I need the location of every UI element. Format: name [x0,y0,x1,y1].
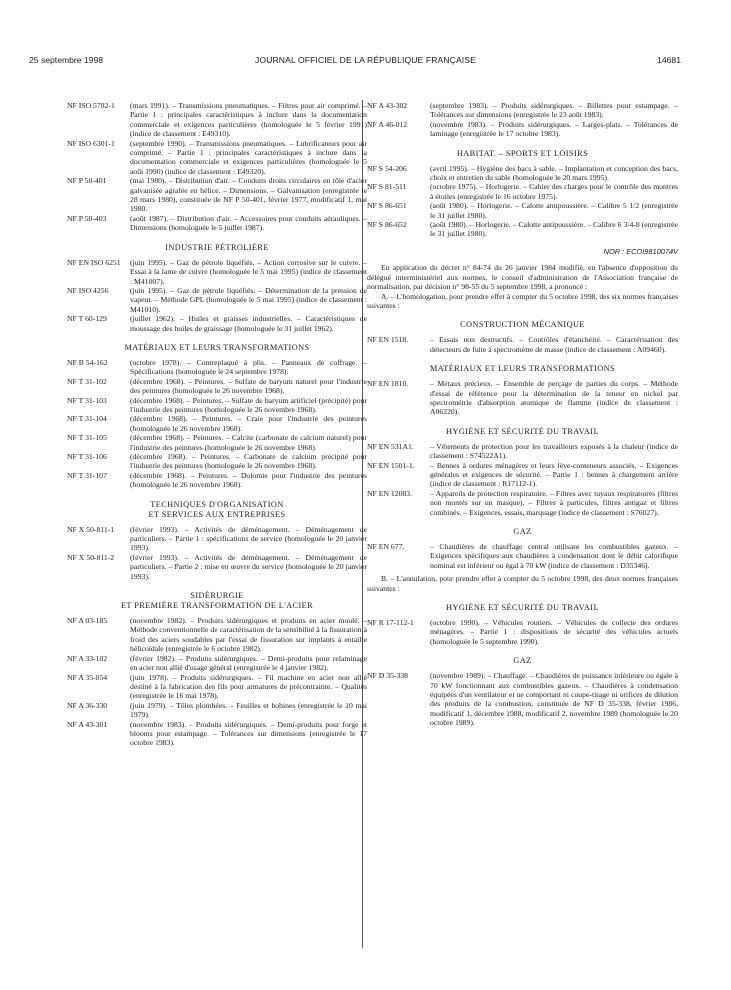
section-heading: MATÉRIAUX ET LEURS TRANSFORMATIONS [429,364,615,374]
standard-description: – Chaudières de chauffage central utilisant les combustibles gazeux. – Exigences spécifiques aux chaudières à condensation dont le débit calorifique nominal est inférieur ou égal à 70 kW (indice de classement : D35346). [430,542,678,570]
standard-entry [67,654,367,673]
standard-description: (novembre 1982). – Produits sidérurgiques et produits en acier moulé. – Méthode conventionnelle de caractérisation de la sensibilité à la fissuration à froid des aciers soudables par l'essai de fissuration sur implants à entaille hélicoïdale (enregistrée le 6 octobre 1982). [130,616,367,654]
standard-reference: NF EN 1518. [367,335,409,345]
standard-description: (juin 1979). – Tôles plombées. – Feuilles et bobines (enregistrée le 10 mai 1979). [130,700,367,720]
standard-reference: NF D 35-338 [367,671,409,681]
standard-description: (octobre 1975). – Horlogerie. – Cahier des charges pour le contrôle des montres à étoiles (enregistrée le 16 octobre 1975). [430,182,678,201]
standard-entry [367,489,678,517]
standard-reference: NF R 17-112-1 [367,618,414,628]
standard-description: (décembre 1968). – Peintures. – Sulfate de baryum artificiel (précipité) pour l'industrie des peintures (homologuée le 26 novembre 1968). [130,395,367,414]
standard-reference: NF S 81-511 [367,182,407,192]
standard-description: (août 1980). – Horlogerie. – Calotte antipoussière. – Calibre 5 1/2 (enregistrée le 31 juillet 1980). [430,201,678,220]
standard-reference: NF EN 677. [367,542,405,551]
section-heading-line: ET PREMIÈRE TRANSFORMATION DE L'ACIER [120,601,314,611]
standard-reference: NF ISO 5782-1 [67,101,115,110]
standard-entry [367,618,678,646]
entry-group [67,358,367,490]
standard-description: (avril 1995). – Hygiène des bacs à sable. – Implantation et conception des bacs, choix et entretien du sable (homologuée le 20 mars 1995). [430,163,678,183]
standard-reference: NF A 46-012 [367,119,408,129]
standard-entry [367,379,678,417]
standard-description: (novembre 1989). – Chauffage. – Chaudières de puissance inférieure ou égale à 70 kW fonctionnant aux combustibles gazeux. – Chaudières à condensation équipées d'un ventilateur et ne comportant ni coupe-tirage ni orifices de dilution des produits de la combustion, constituée de NF D 35-338, février 1986, modificatif 1, décembre 1988, modificatif 2, novembre 1989 (homologuée le 20 octobre 1989). [430,671,678,728]
standard-description: – Métaux précieux. – Ensemble de perçage de parties du corps. – Méthode d'essai de référence pour la détermination de la teneur en nickel par spectrométrie d'absorption atomique de flamme (indice de classement : A06220). [430,379,678,417]
standard-description: (mai 1980). – Distribution d'air. – Conduits droits circulaires en tôle d'acier galvanisée agrafée en hélice. – Dimensions. – Galvanisation (enregistrée le 28 mars 1980), constituée de NF P 50-401, février 1977, modificatif 1, mai 1980. [130,176,367,214]
standard-entry [367,220,678,239]
homologation-paragraph: A. – L'homologation, pour prendre effet à compter du 5 octobre 1998, des six normes françaises suivantes : [367,291,678,310]
entry-group [67,258,367,333]
standard-reference: NF S 86-651 [367,201,407,211]
standard-description: (juin 1978). – Produits sidérurgiques. – Fil machine en acier non allié destiné à la fabrication des fils pour armatures de précontrainte. – Qualités (enregistrée le 16 mai 1978). [130,672,367,701]
standard-entry [67,314,367,333]
entry-group [67,101,367,233]
entry-group [67,525,367,581]
standard-reference: NF T 60-129 [67,314,107,324]
entry-group [367,379,678,417]
standard-description: (décembre 1968). – Peintures. – Dolomie pour l'industrie des peintures (homologuée le 26 novembre 1968). [130,470,367,490]
standard-entry [67,176,367,214]
standard-reference: NF X 50-811-2 [67,552,115,562]
standard-entry [67,433,367,452]
section-heading [67,500,367,520]
entry-group [67,616,367,748]
standard-description: (août 1980). – Horlogerie. – Calotte antipoussière. – Calibre 6 3/4-8 (enregistrée le 31 juillet 1980). [430,220,678,239]
standard-reference: NF EN ISO 6251 [67,257,121,267]
standard-description: (octobre 1990). – Véhicules routiers. – Véhicules de collecte des ordures ménagères. – Partie 1 : dispositions de sécurité des véhicules actuels (homologuée le 5 septembre 1990). [430,618,678,646]
left-column [67,101,367,748]
standard-reference: NF A 03-185 [67,616,108,626]
standard-description: (février 1993). – Activités de déménagement. – Déménagement de particuliers. – Partie 2 : mise en œuvre du service (homologuée le 20 janvier 1993). [130,552,367,581]
standard-reference: NF EN 1810. [367,379,409,389]
standard-entry [367,164,678,183]
standard-description: – Essais non destructifs. – Contrôles d'étanchéité. – Caractérisation des détecteurs de fuite à spectromètre de masse (indice de classement : A09460). [430,335,678,354]
standard-entry [67,553,367,581]
standard-entry [67,396,367,415]
standard-description: (novembre 1983). – Produits sidérurgiques. – Larges-plats. – Tolérances de laminage (enregistrée le 17 octobre 1983). [430,119,678,139]
standard-reference: NF EN 1501-1. [367,460,415,470]
standard-entry [67,471,367,490]
standard-entry [67,414,367,433]
standard-reference: NF A 36-330 [67,700,108,710]
standard-description: (septembre 1983). – Produits sidérurgiques. – Billettes pour estampage. – Tolérances sur dimensions (enregistrée le 23 août 1983). [430,101,678,120]
section-heading-line: TECHNIQUES D'ORGANISATION [150,499,284,509]
standard-entry [67,358,367,377]
standard-entry [367,542,678,570]
standard-entry [367,201,678,220]
standard-description: (octobre 1978). – Contreplaqué à plis. – Panneaux de coffrage. – Spécifications (homologuée le 24 septembre 1978). [130,357,367,377]
section-heading [67,591,367,611]
standard-reference: NF T 31-105 [67,433,107,443]
standard-entry [67,139,367,177]
standard-description: (juin 1995). – Gaz de pétrole liquéfiés. – Détermination de la pression de vapeur. – Méthode GPL (homologuée le 5 mai 1995) (indice de classement : M41010). [130,285,367,314]
standard-description: – Appareils de protection respiratoire. – Filtres avec tuyaux respiratoires (filtres non montés sur un masque). – Filtres à particules, filtres antigaz et filtres combinés. – Exigences, essais, marquage (indice de classement : S76027). [430,488,678,517]
standard-description: (juin 1995). – Gaz de pétrole liquéfiés. – Action corrosive sur le cuivre. – Essai à la lame de cuivre (homologuée le 5 mai 1995) (indice de classement : M41007). [130,257,367,286]
entry-group [367,164,678,239]
section-heading: HABITAT. – SPORTS ET LOISIRS [456,148,589,158]
standard-reference: NF EN 531A1. [367,441,414,451]
entry-group [367,542,678,570]
section-heading: GAZ [513,656,532,666]
standard-entry [367,671,678,727]
standard-entry [367,335,678,354]
standard-description: (décembre 1968). – Peintures. – Sulfate de baryum naturel pour l'industrie des peintures (homologuée le 26 novembre 1968). [130,376,367,396]
section-heading: HYGIÈNE ET SÉCURITÉ DU TRAVAIL [446,426,599,436]
annulation-paragraph: B. – L'annulation, pour prendre effet à compter du 5 octobre 1998, des deux normes françaises suivantes : [367,574,678,593]
header-date: 25 septembre 1998 [29,55,104,65]
standard-reference: NF T 31-102 [67,376,107,386]
standard-description: – Vêtements de protection pour les travailleurs exposés à la chaleur (indice de classement : S74522A1). [430,441,678,461]
standard-entry [67,673,367,701]
decision-paragraph: En application du décret n° 84-74 du 26 janvier 1984 modifié, en l'absence d'opposition du délégué interministériel aux normes, le conseil d'administration de l'Association française de normalisation, par décision n° 98-55 du 5 septembre 1998, a prononcé : [367,263,678,292]
section-heading: MATÉRIAUX ET LEURS TRANSFORMATIONS [124,342,310,352]
standard-reference: NF T 31-103 [67,395,107,405]
standard-entry [67,101,367,139]
standard-reference: NF ISO 4256 [67,285,109,295]
section-heading: INDUSTRIE PÉTROLIÈRE [165,242,269,252]
standard-description: (août 1987). – Distribution d'air. – Accessoires pour conduits aérauliques. – Dimensions (homologuée le 5 juillet 1987). [130,213,367,233]
standard-reference: NF P 50-403 [67,213,107,223]
standard-reference: NF B 54-162 [67,357,108,367]
section-heading-line: ET SERVICES AUX ENTREPRISES [148,509,286,519]
standard-entry [67,616,367,654]
standard-description: (septembre 1990). – Transmissions pneumatiques. – Lubrificateurs pour air comprimé. – Partie 1 : principales caractéristiques à inclure dans la documentation commerciale et exigences particulières (homologuée le 5 août 1990) (indice de classement : E49320). [130,138,367,176]
standard-reference: NF T 31-104 [67,414,107,424]
standard-reference: NF S 54-206 [367,163,407,173]
standard-entry [67,258,367,286]
section-heading: GAZ [513,527,532,536]
header-title: JOURNAL OFFICIEL DE LA RÉPUBLIQUE FRANÇAISE [255,55,476,65]
standard-reference: NF T 31-106 [67,452,107,461]
standard-description: (novembre 1983). – Produits sidérurgiques. – Demi-produits pour forge et blooms pour estampage. – Tolérances sur dimensions (enregistrée le 17 octobre 1983). [130,719,367,748]
standard-reference: NF A 35-054 [67,672,108,682]
standard-description: (décembre 1968). – Peintures. – Carbonate de calcium précipité pour l'industrie des peintures (homologuée le 26 novembre 1968). [130,452,367,471]
page-header [0,55,731,69]
standard-entry [367,442,678,461]
standard-entry [67,720,367,748]
standard-reference: NF T 31-107 [67,470,107,480]
standard-entry [67,701,367,720]
standard-reference: NF P 50-401 [67,176,107,186]
standard-description: (décembre 1968). – Peintures. – Calcite (carbonate de calcium naturel) pour l'industrie des peintures (homologuée le 26 novembre 1968). [130,433,367,452]
standard-entry [67,214,367,233]
standard-reference: NF S 86-652 [367,220,407,230]
entry-group [367,335,678,354]
standard-reference: NF X 50-811-1 [67,524,115,534]
section-heading-line: SIDÉRURGIE [190,591,244,601]
standard-description: (février 1982). – Produits sidérurgiques. – Demi-produits pour relaminage en acier non allié d'usage général (enregistrée le 4 janvier 1982). [130,653,367,673]
standard-description: (décembre 1968). – Peintures. – Craie pour l'industrie des peintures (homologuée le 26 novembre 1968). [130,414,367,433]
standard-reference: NF A 43-302 [367,101,408,110]
standard-description: (mars 1991). – Transmissions pneumatiques. – Filtres pour air comprimé. – Partie 1 : principales caractéristiques à inclure dans la documentation commerciale et exigences particulières (homologuée le 5 février 1991) (indice de classement : E49310). [130,101,367,139]
standard-entry [367,101,678,120]
entry-group [367,442,678,517]
entry-group [367,618,678,646]
standard-entry [67,286,367,314]
standard-entry [67,377,367,396]
standard-reference: NF A 33-102 [67,653,108,663]
entry-group [367,101,678,139]
nor-reference: NOR : ECOI9810074V [603,246,678,256]
standard-entry [367,182,678,201]
standard-entry [367,120,678,139]
header-page-number: 14681 [657,55,681,65]
standard-description: (juillet 1962). – Huiles et graisses industrielles. – Caractéristiques de moussage des huiles de graissage (homologuée le 31 juillet 1962). [130,314,367,333]
standard-reference: NF A 43-301 [67,719,108,729]
standard-description: – Bennes à ordures ménagères et leurs lève-conteneurs associés. – Exigences générales et exigences de sécurité. – Partie 1 : bennes à chargement arrière (indice de classement : R17112-1). [430,460,678,489]
standard-entry [67,452,367,471]
standard-entry [67,525,367,553]
standard-description: (février 1993). – Activités de déménagement. – Déménagement de particuliers. – Partie 1 : spécifications de service (homologuée le 20 janvier 1993). [130,524,367,553]
entry-group [367,671,678,727]
standard-entry [367,461,678,489]
section-heading: CONSTRUCTION MÉCANIQUE [460,320,585,330]
standard-reference: NF EN 12083. [367,488,413,498]
section-heading: HYGIÈNE ET SÉCURITÉ DU TRAVAIL [446,603,599,613]
standard-reference: NF ISO 6301-1 [67,138,115,148]
right-column [367,101,678,728]
